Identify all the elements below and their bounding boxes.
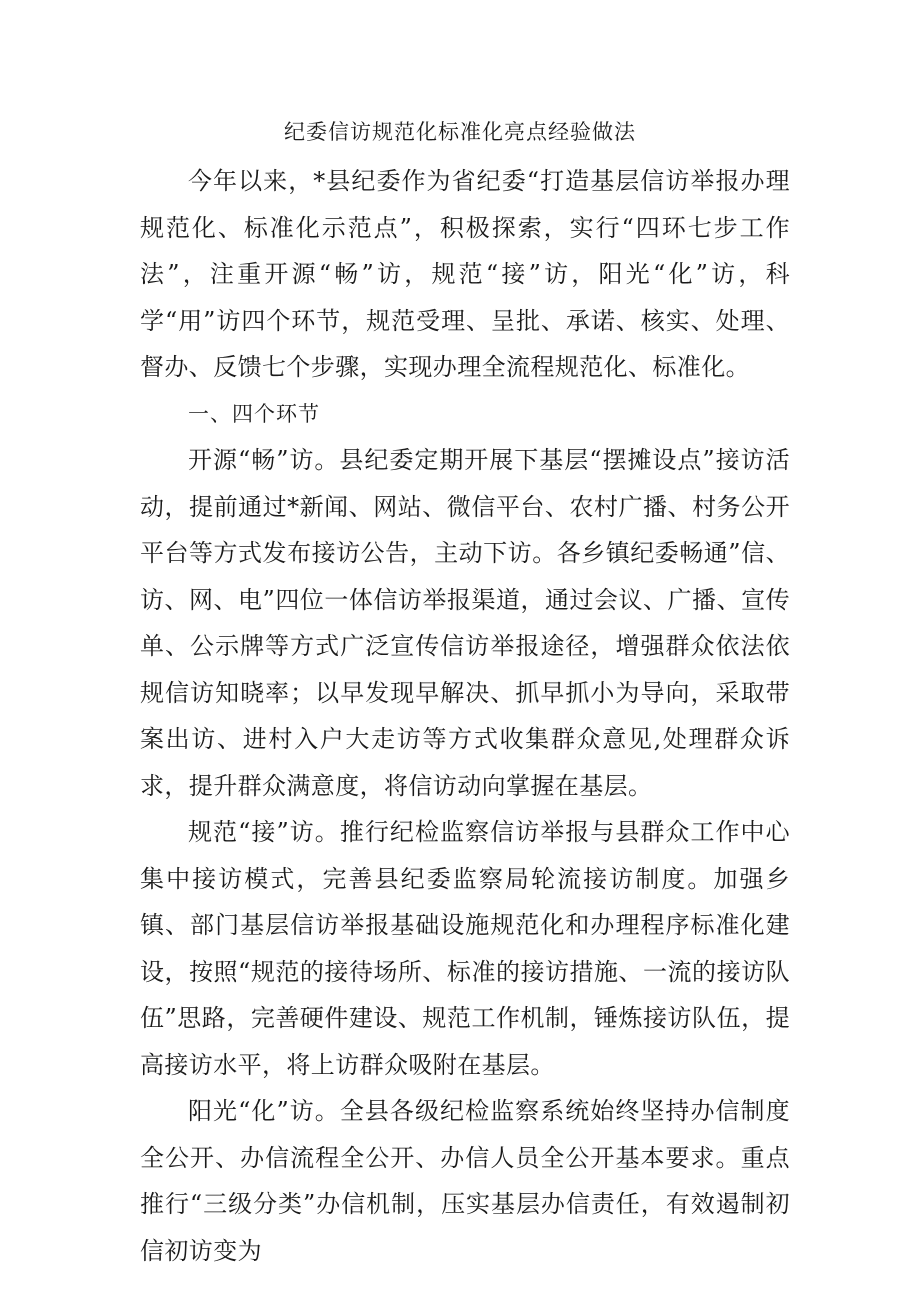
paragraph-open-source: 开源“畅”访。县纪委定期开展下基层“摆摊设点”接访活动，提前通过*新闻、网站、微信平台、农村广播、村务公开平台等方式发布接访公告，主动下访。各乡镇纪委畅通”信、访、网、电”四位一体信访举报渠道，通过会议、广播、宣传单、公示牌等方式广泛宣传信访举报途径，增强群众依法依规信访知晓率；以早发现早解决、抓早抓小为导向，采取带案出访、进村入户大走访等方式收集群众意见,处理群众诉求，提升群众满意度，将信访动向掌握在基层。 (140, 446, 790, 800)
paragraph-sunshine: 阳光“化”访。全县各级纪检监察系统始终坚持办信制度全公开、办信流程全公开、办信人员全公开基本要求。重点推行“三级分类”办信机制，压实基层办信责任，有效遏制初信初访变为 (140, 1097, 790, 1265)
intro-paragraph: 今年以来，*县纪委作为省纪委“打造基层信访举报办理规范化、标准化示范点”，积极探索，实行“四环七步工作法”，注重开源“畅”访，规范“接”访，阳光“化”访，科学“用”访四个环节，规范受理、呈批、承诺、核实、处理、督办、反馈七个步骤，实现办理全流程规范化、标准化。 (140, 167, 790, 381)
document-title: 纪委信访规范化标准化亮点经验做法 (284, 120, 636, 144)
document-body (140, 158, 790, 1274)
paragraph-standardize: 规范“接”访。推行纪检监察信访举报与县群众工作中心集中接访模式，完善县纪委监察局轮流接访制度。加强乡镇、部门基层信访举报基础设施规范化和办理程序标准化建设，按照“规范的接待场所、标准的接访措施、一流的接访队伍”思路，完善硬件建设、规范工作机制，锤炼接访队伍，提高接访水平，将上访群众吸附在基层。 (140, 818, 790, 1079)
section-heading: 一、四个环节 (188, 401, 320, 426)
